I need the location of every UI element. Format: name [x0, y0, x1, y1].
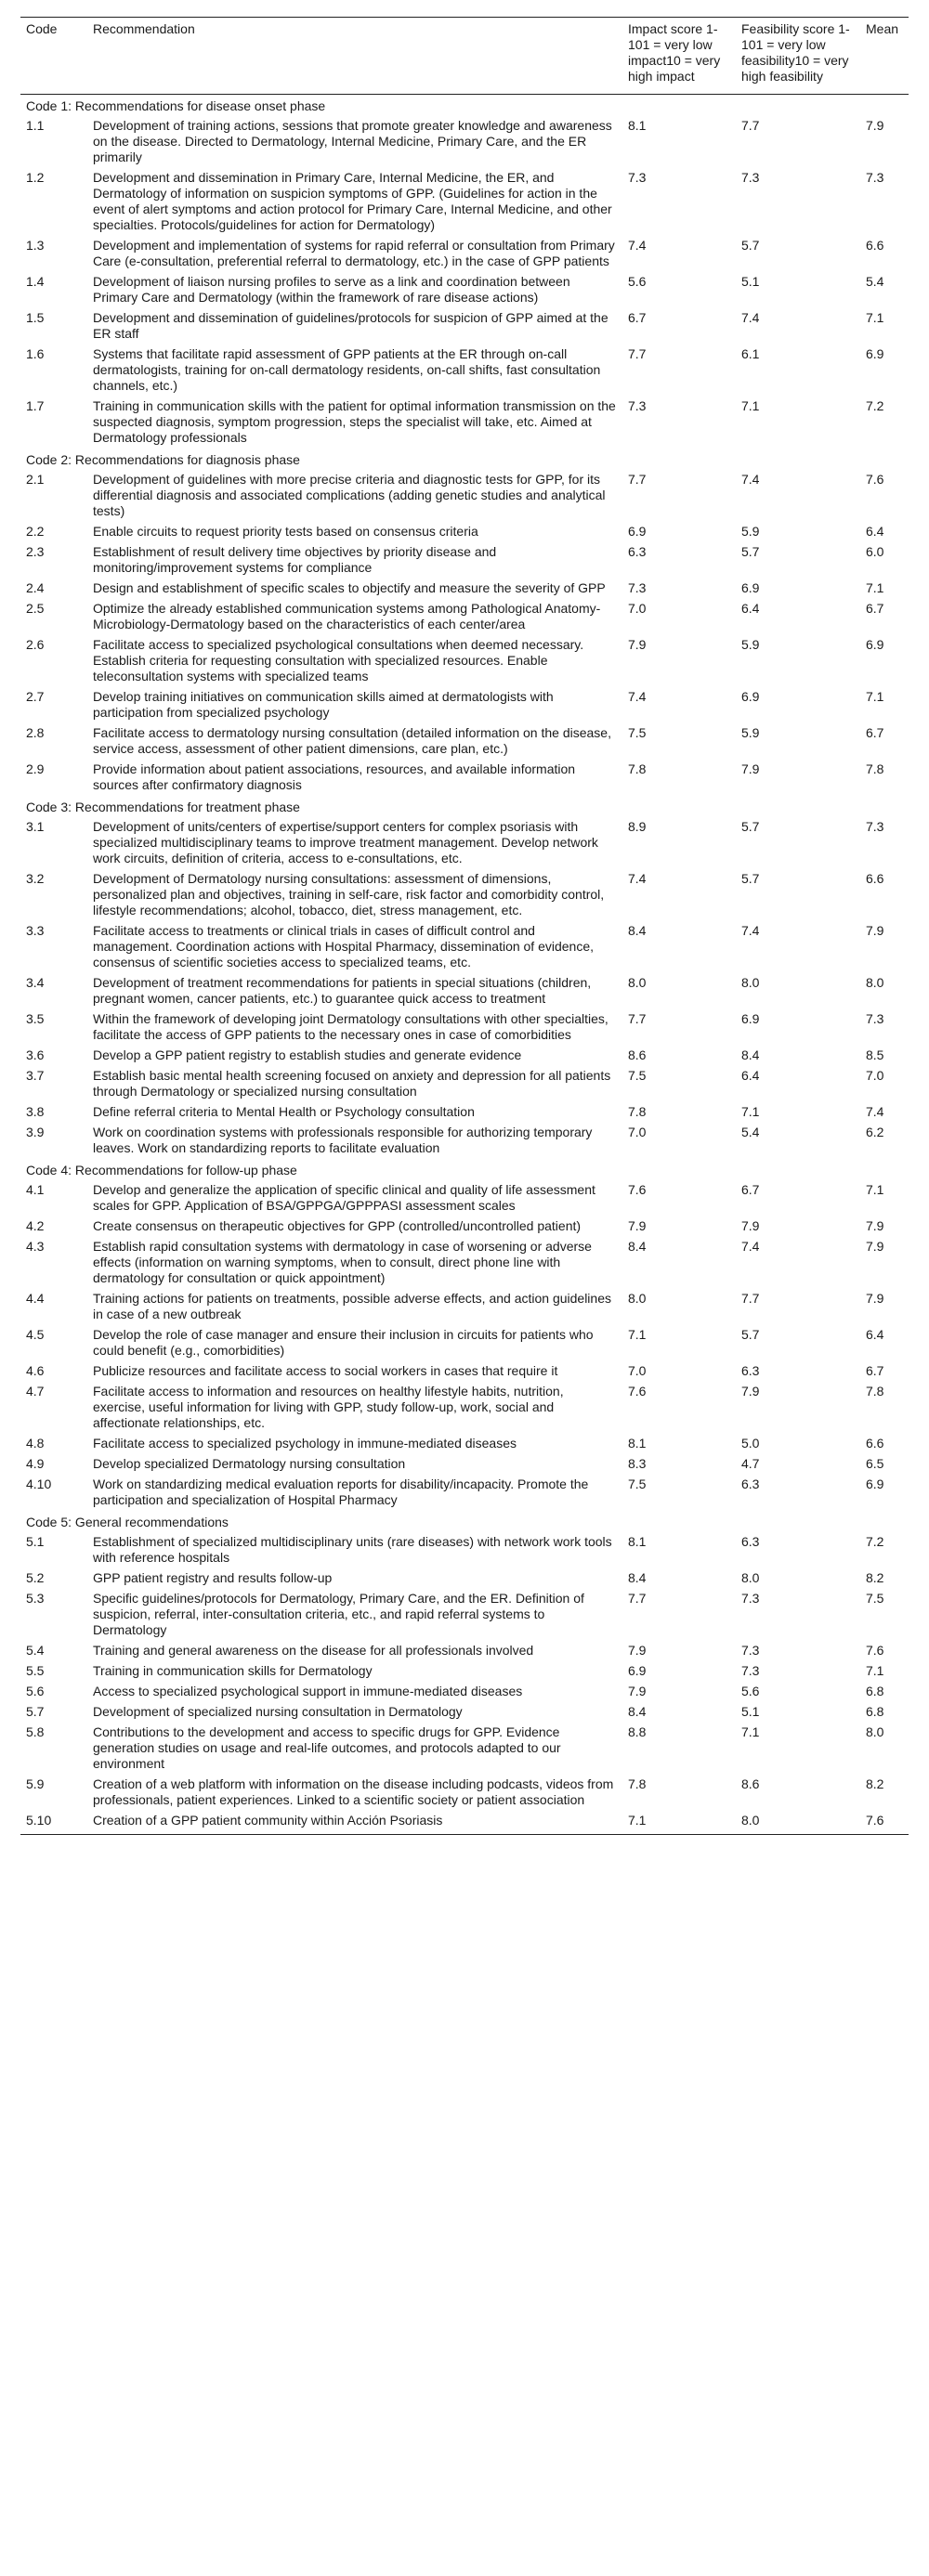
cell-impact: 7.8	[628, 761, 647, 776]
cell-recommendation: Develop and generalize the application of specific clinical and quality of life assessment scales for GPP. Application of BSA/GPPGA/GPPPASI assessment scales	[93, 1182, 595, 1213]
cell-feasibility: 7.4	[741, 1239, 760, 1254]
cell-recommendation: Development and dissemination in Primary Care, Internal Medicine, the ER, and Dermatology of information on suspicion symptoms of GPP. (Guidelines for action in the event of alert symptoms and action protocol for Primary Care, Internal Medicine, and other specialties. Protocols/guidelines for action for Dermatology)	[93, 170, 612, 232]
cell-mean: 8.0	[866, 975, 884, 990]
cell-recommendation: Publicize resources and facilitate access to social workers in cases that require it	[93, 1363, 558, 1378]
cell-impact: 8.6	[628, 1047, 647, 1062]
cell-impact: 7.4	[628, 689, 647, 704]
cell-feasibility: 6.7	[741, 1182, 760, 1197]
cell-impact: 7.9	[628, 637, 647, 652]
table-row	[20, 1723, 909, 1775]
cell-code: 2.1	[26, 472, 45, 487]
cell-impact: 7.3	[628, 398, 647, 413]
cell-impact: 6.9	[628, 1663, 647, 1678]
cell-impact: 7.8	[628, 1104, 647, 1119]
cell-impact: 8.1	[628, 118, 647, 133]
cell-recommendation: Development of units/centers of expertise/support centers for complex psoriasis with specialized multidisciplinary teams to improve treatment management. Develop network work circuits, definition of criteria, access to e-consultations, etc.	[93, 819, 598, 865]
cell-mean: 7.1	[866, 310, 884, 325]
cell-code: 4.2	[26, 1218, 45, 1233]
cell-mean: 8.5	[866, 1047, 884, 1062]
group-row	[20, 796, 909, 817]
cell-recommendation: Enable circuits to request priority tests based on consensus criteria	[93, 524, 478, 539]
cell-recommendation: Create consensus on therapeutic objectives for GPP (controlled/uncontrolled patient)	[93, 1218, 582, 1233]
cell-recommendation: Access to specialized psychological support in immune-mediated diseases	[93, 1684, 523, 1698]
cell-feasibility: 7.3	[741, 1663, 760, 1678]
table-row	[20, 1775, 909, 1811]
cell-feasibility: 7.1	[741, 1104, 760, 1119]
cell-feasibility: 7.3	[741, 1643, 760, 1658]
cell-mean: 8.0	[866, 1724, 884, 1739]
group-title: Code 2: Recommendations for diagnosis phase	[26, 452, 300, 467]
cell-recommendation: Establishment of specialized multidisciplinary units (rare diseases) with network work tools with reference hospitals	[93, 1534, 612, 1565]
cell-feasibility: 5.1	[741, 274, 760, 289]
cell-feasibility: 6.4	[741, 1068, 760, 1083]
cell-impact: 8.9	[628, 819, 647, 834]
cell-recommendation: Development of liaison nursing profiles to serve as a link and coordination between Primary Care and Dermatology (within the framework of rare disease actions)	[93, 274, 570, 305]
cell-impact: 8.3	[628, 1456, 647, 1471]
cell-impact: 7.9	[628, 1684, 647, 1698]
recommendations-table	[20, 17, 909, 1835]
cell-recommendation: Establish basic mental health screening focused on anxiety and depression for all patients through Dermatology or specialized nursing consultation	[93, 1068, 611, 1099]
cell-code: 1.2	[26, 170, 45, 185]
cell-code: 5.10	[20, 1811, 87, 1835]
header-recommendation: Recommendation	[87, 18, 622, 95]
cell-impact: 7.9	[628, 1643, 647, 1658]
cell-mean: 7.9	[866, 1239, 884, 1254]
table-row	[20, 1289, 909, 1325]
cell-impact: 7.1	[628, 1327, 647, 1342]
cell-mean: 6.4	[866, 1327, 884, 1342]
cell-feasibility: 7.4	[741, 472, 760, 487]
cell-recommendation: Development and implementation of systems for rapid referral or consultation from Primary Care (e-consultation, preferential referral to dermatology, etc.) in the case of GPP patients	[93, 238, 615, 268]
cell-feasibility: 5.9	[741, 725, 760, 740]
cell-impact: 6.3	[628, 544, 647, 559]
cell-code: 3.1	[26, 819, 45, 834]
cell-code: 5.6	[26, 1684, 45, 1698]
cell-mean: 6.2	[866, 1125, 884, 1139]
cell-recommendation: Contributions to the development and access to specific drugs for GPP. Evidence generation studies on usage and real-life outcomes, and protocols adapted to our environment	[93, 1724, 561, 1771]
cell-code: 4.10	[26, 1477, 52, 1491]
table-row	[20, 1475, 909, 1511]
cell-recommendation: Optimize the already established communication systems among Pathological Anatomy-Microbiology-Dermatology based on the characteristics of each center/area	[93, 601, 601, 631]
cell-code: 2.9	[26, 761, 45, 776]
table-row	[20, 599, 909, 635]
cell-code: 2.5	[26, 601, 45, 616]
cell-impact: 7.6	[628, 1182, 647, 1197]
cell-impact: 7.0	[628, 1125, 647, 1139]
cell-code: 2.4	[26, 580, 45, 595]
cell-feasibility: 7.9	[741, 1218, 760, 1233]
table-row	[20, 1568, 909, 1589]
cell-code: 3.2	[26, 871, 45, 886]
cell-recommendation: Facilitate access to information and resources on healthy lifestyle habits, nutrition, exercise, useful information for living with GPP, study follow-up, work, social and affectionate relationships, etc.	[93, 1384, 564, 1430]
cell-impact: 8.4	[628, 923, 647, 938]
cell-code: 4.5	[26, 1327, 45, 1342]
cell-code: 5.1	[26, 1534, 45, 1549]
table-row	[20, 760, 909, 796]
cell-mean: 7.5	[866, 1591, 884, 1606]
cell-impact: 7.5	[628, 1068, 647, 1083]
cell-feasibility: 7.9	[741, 1384, 760, 1399]
cell-mean: 6.4	[866, 524, 884, 539]
cell-recommendation: Provide information about patient associations, resources, and available information sources after confirmatory diagnosis	[93, 761, 576, 792]
cell-recommendation: Define referral criteria to Mental Health or Psychology consultation	[93, 1104, 475, 1119]
table-row	[20, 272, 909, 308]
cell-recommendation: Systems that facilitate rapid assessment of GPP patients at the ER through on-call dermatologists, training for on-call dermatology residents, on-call shifts, fast consultation channels, etc.)	[93, 346, 601, 393]
table-row	[20, 687, 909, 723]
cell-code: 3.8	[26, 1104, 45, 1119]
cell-code: 1.7	[26, 398, 45, 413]
cell-feasibility: 8.4	[741, 1047, 760, 1062]
cell-feasibility: 5.6	[741, 1684, 760, 1698]
cell-impact: 7.3	[628, 580, 647, 595]
cell-mean: 7.1	[866, 1663, 884, 1678]
cell-mean: 7.1	[866, 580, 884, 595]
table-row	[20, 1180, 909, 1216]
cell-mean: 7.9	[866, 923, 884, 938]
cell-recommendation: Development of specialized nursing consultation in Dermatology	[93, 1704, 463, 1719]
cell-impact: 8.1	[628, 1436, 647, 1451]
table-row	[20, 397, 909, 449]
cell-code: 5.2	[26, 1570, 45, 1585]
cell-code: 3.6	[26, 1047, 45, 1062]
cell-impact: 8.0	[628, 975, 647, 990]
table-row	[20, 1641, 909, 1661]
cell-mean: 6.7	[866, 725, 884, 740]
group-row	[20, 1511, 909, 1532]
cell-code: 5.7	[26, 1704, 45, 1719]
cell-recommendation: Creation of a web platform with information on the disease including podcasts, videos from professionals, patient experiences. Linked to a scientific society or patient association	[93, 1776, 614, 1807]
table-row	[20, 116, 909, 168]
cell-code: 4.7	[26, 1384, 45, 1399]
group-row	[20, 1159, 909, 1180]
cell-impact: 6.9	[628, 524, 647, 539]
cell-recommendation: Develop the role of case manager and ensure their inclusion in circuits for patients who could benefit (e.g., comorbidities)	[93, 1327, 594, 1358]
cell-recommendation: Development of Dermatology nursing consultations: assessment of dimensions, personalized plan and objectives, training in self-care, risk factor and comorbidity control, lifestyle recommendations; alcohol, tobacco, diet, stress management, etc.	[93, 871, 605, 917]
cell-feasibility: 5.7	[741, 871, 760, 886]
cell-impact: 6.7	[628, 310, 647, 325]
table-row	[20, 1325, 909, 1361]
cell-mean: 7.3	[866, 819, 884, 834]
cell-mean: 7.3	[866, 1011, 884, 1026]
cell-recommendation: Development of training actions, sessions that promote greater knowledge and awareness on the disease. Directed to Dermatology, Internal Medicine, Primary Care, and the ER primarily	[93, 118, 612, 164]
cell-recommendation: Training and general awareness on the disease for all professionals involved	[93, 1643, 534, 1658]
cell-code: 3.4	[26, 975, 45, 990]
cell-feasibility: 6.9	[741, 580, 760, 595]
cell-feasibility: 5.0	[741, 1436, 760, 1451]
table-body	[20, 95, 909, 1835]
cell-mean: 6.0	[866, 544, 884, 559]
cell-feasibility: 6.1	[741, 346, 760, 361]
cell-impact: 7.0	[628, 601, 647, 616]
cell-mean: 6.9	[866, 1477, 884, 1491]
cell-feasibility: 5.4	[741, 1125, 760, 1139]
cell-code: 4.6	[26, 1363, 45, 1378]
cell-impact: 7.4	[628, 238, 647, 253]
cell-feasibility: 6.3	[741, 1363, 760, 1378]
cell-feasibility: 5.7	[741, 1327, 760, 1342]
cell-recommendation: Work on standardizing medical evaluation reports for disability/incapacity. Promote the participation and specialization of Hospital Pharmacy	[93, 1477, 589, 1507]
cell-recommendation: Work on coordination systems with professionals responsible for authorizing temporary leaves. Work on standardizing reports to facilitate evaluation	[93, 1125, 593, 1155]
group-title: Code 5: General recommendations	[26, 1515, 229, 1529]
cell-code: 5.5	[26, 1663, 45, 1678]
cell-recommendation: Training actions for patients on treatments, possible adverse effects, and action guidelines in case of a new outbreak	[93, 1291, 611, 1321]
cell-impact: 8.4	[628, 1239, 647, 1254]
cell-impact: 7.7	[628, 472, 647, 487]
cell-impact: 7.6	[628, 1384, 647, 1399]
cell-mean: 7.6	[860, 1811, 909, 1835]
header-row	[20, 18, 909, 95]
cell-code: 3.3	[26, 923, 45, 938]
cell-feasibility: 5.7	[741, 544, 760, 559]
cell-impact: 7.7	[628, 1591, 647, 1606]
cell-impact: 8.1	[628, 1534, 647, 1549]
table-row	[20, 1046, 909, 1066]
cell-feasibility: 5.1	[741, 1704, 760, 1719]
table-row	[20, 1661, 909, 1682]
cell-mean: 7.6	[866, 472, 884, 487]
cell-code: 1.1	[26, 118, 45, 133]
cell-mean: 8.2	[866, 1570, 884, 1585]
cell-code: 5.3	[26, 1591, 45, 1606]
table-row	[20, 1216, 909, 1237]
cell-feasibility: 7.1	[741, 1724, 760, 1739]
table-row	[20, 542, 909, 579]
cell-feasibility: 4.7	[741, 1456, 760, 1471]
cell-mean: 7.8	[866, 761, 884, 776]
header-mean: Mean	[860, 18, 909, 95]
cell-code: 4.4	[26, 1291, 45, 1306]
cell-recommendation: Training in communication skills with the patient for optimal information transmission on the suspected diagnosis, symptom progression, steps the specialist will take, etc. Aimed at Dermatology professionals	[93, 398, 616, 445]
group-row	[20, 95, 909, 117]
cell-mean: 7.4	[866, 1104, 884, 1119]
table-row	[20, 1454, 909, 1475]
cell-mean: 6.9	[866, 637, 884, 652]
cell-mean: 6.7	[866, 601, 884, 616]
cell-recommendation: Creation of a GPP patient community within Acción Psoriasis	[87, 1811, 622, 1835]
cell-code: 5.9	[26, 1776, 45, 1791]
cell-mean: 6.5	[866, 1456, 884, 1471]
cell-mean: 6.8	[866, 1684, 884, 1698]
table-row	[20, 522, 909, 542]
table-row	[20, 1811, 909, 1835]
cell-recommendation: Develop training initiatives on communication skills aimed at dermatologists with participation from specialized psychology	[93, 689, 554, 720]
group-title: Code 3: Recommendations for treatment phase	[26, 800, 300, 814]
cell-code: 2.7	[26, 689, 45, 704]
cell-feasibility: 6.9	[741, 689, 760, 704]
cell-impact: 7.5	[628, 1477, 647, 1491]
cell-impact: 7.5	[628, 725, 647, 740]
cell-recommendation: GPP patient registry and results follow-up	[93, 1570, 333, 1585]
table-row	[20, 1682, 909, 1702]
cell-code: 4.1	[26, 1182, 45, 1197]
header-impact: Impact score 1-101 = very low impact10 = very high impact	[622, 18, 736, 95]
table-row	[20, 470, 909, 522]
cell-feasibility: 7.3	[741, 1591, 760, 1606]
cell-mean: 6.6	[866, 871, 884, 886]
cell-impact: 8.4	[628, 1570, 647, 1585]
cell-mean: 7.9	[866, 1291, 884, 1306]
cell-code: 4.9	[26, 1456, 45, 1471]
cell-recommendation: Development and dissemination of guidelines/protocols for suspicion of GPP aimed at the ER staff	[93, 310, 608, 341]
cell-feasibility: 7.4	[741, 310, 760, 325]
cell-feasibility: 7.1	[741, 398, 760, 413]
cell-feasibility: 8.0	[736, 1811, 860, 1835]
cell-mean: 7.6	[866, 1643, 884, 1658]
cell-feasibility: 6.3	[741, 1534, 760, 1549]
cell-feasibility: 7.7	[741, 1291, 760, 1306]
cell-impact: 7.1	[622, 1811, 736, 1835]
table-row	[20, 236, 909, 272]
cell-mean: 7.1	[866, 1182, 884, 1197]
cell-recommendation: Development of treatment recommendations for patients in special situations (children, pregnant women, cancer patients, etc.) to guarantee quick access to treatment	[93, 975, 592, 1006]
cell-recommendation: Development of guidelines with more precise criteria and diagnostic tests for GPP, for its differential diagnosis and associated complications (adding genetic studies and analytical tests)	[93, 472, 606, 518]
cell-recommendation: Develop a GPP patient registry to establish studies and generate evidence	[93, 1047, 522, 1062]
table-row	[20, 345, 909, 397]
cell-code: 1.3	[26, 238, 45, 253]
cell-mean: 7.8	[866, 1384, 884, 1399]
cell-mean: 6.6	[866, 238, 884, 253]
table-row	[20, 921, 909, 973]
cell-code: 1.5	[26, 310, 45, 325]
cell-recommendation: Within the framework of developing joint Dermatology consultations with other specialties, facilitate the access of GPP patients to the necessary ones in case of comorbidities	[93, 1011, 608, 1042]
cell-recommendation: Training in communication skills for Dermatology	[93, 1663, 373, 1678]
cell-impact: 7.8	[628, 1776, 647, 1791]
cell-impact: 7.3	[628, 170, 647, 185]
cell-code: 1.4	[26, 274, 45, 289]
table-row	[20, 1702, 909, 1723]
cell-code: 4.3	[26, 1239, 45, 1254]
cell-recommendation: Establish rapid consultation systems with dermatology in case of worsening or adverse effects (information on warning symptoms, when to consult, direct phone line with dermatology for consultation or quick appointment)	[93, 1239, 592, 1285]
cell-mean: 7.9	[866, 118, 884, 133]
cell-feasibility: 6.3	[741, 1477, 760, 1491]
cell-mean: 6.9	[866, 346, 884, 361]
table-row	[20, 1237, 909, 1289]
cell-mean: 7.2	[866, 398, 884, 413]
cell-mean: 6.7	[866, 1363, 884, 1378]
cell-impact: 7.7	[628, 346, 647, 361]
cell-recommendation: Facilitate access to specialized psychological consultations when deemed necessary. Establish criteria for requesting consultation with specialized resources. Enable teleconsultation systems with specialized teams	[93, 637, 584, 683]
cell-recommendation: Facilitate access to specialized psychology in immune-mediated diseases	[93, 1436, 517, 1451]
group-title: Code 4: Recommendations for follow-up phase	[26, 1163, 297, 1177]
cell-recommendation: Specific guidelines/protocols for Dermatology, Primary Care, and the ER. Definition of suspicion, referral, inter-consultation criteria, etc., and rapid referral systems to Dermatology	[93, 1591, 584, 1637]
cell-mean: 7.1	[866, 689, 884, 704]
table-row	[20, 1102, 909, 1123]
cell-mean: 8.2	[866, 1776, 884, 1791]
header-code: Code	[20, 18, 87, 95]
table-row	[20, 1361, 909, 1382]
cell-code: 1.6	[26, 346, 45, 361]
cell-feasibility: 7.4	[741, 923, 760, 938]
table-row	[20, 579, 909, 599]
cell-impact: 7.7	[628, 1011, 647, 1026]
table-row	[20, 168, 909, 236]
cell-feasibility: 6.4	[741, 601, 760, 616]
cell-code: 5.8	[26, 1724, 45, 1739]
table-row	[20, 1382, 909, 1434]
cell-impact: 7.9	[628, 1218, 647, 1233]
table-row	[20, 1589, 909, 1641]
cell-feasibility: 8.6	[741, 1776, 760, 1791]
cell-feasibility: 7.3	[741, 170, 760, 185]
cell-code: 3.9	[26, 1125, 45, 1139]
table-row	[20, 1009, 909, 1046]
cell-feasibility: 5.9	[741, 524, 760, 539]
group-title: Code 1: Recommendations for disease onset phase	[26, 98, 326, 113]
table-row	[20, 308, 909, 345]
cell-feasibility: 8.0	[741, 1570, 760, 1585]
cell-mean: 6.6	[866, 1436, 884, 1451]
cell-feasibility: 5.7	[741, 819, 760, 834]
cell-feasibility: 5.7	[741, 238, 760, 253]
cell-impact: 8.4	[628, 1704, 647, 1719]
table-row	[20, 1434, 909, 1454]
cell-feasibility: 6.9	[741, 1011, 760, 1026]
cell-recommendation: Facilitate access to treatments or clinical trials in cases of difficult control and management. Coordination actions with Hospital Pharmacy, dissemination of evidence, consensus of scientific societies access to specialized teams, etc.	[93, 923, 595, 969]
cell-code: 2.6	[26, 637, 45, 652]
cell-impact: 5.6	[628, 274, 647, 289]
cell-feasibility: 8.0	[741, 975, 760, 990]
table-row	[20, 1532, 909, 1568]
table-row	[20, 817, 909, 869]
cell-mean: 5.4	[866, 274, 884, 289]
table-row	[20, 1123, 909, 1159]
cell-code: 3.5	[26, 1011, 45, 1026]
cell-impact: 8.8	[628, 1724, 647, 1739]
cell-code: 4.8	[26, 1436, 45, 1451]
cell-mean: 7.2	[866, 1534, 884, 1549]
cell-mean: 7.9	[866, 1218, 884, 1233]
cell-code: 2.3	[26, 544, 45, 559]
cell-feasibility: 7.9	[741, 761, 760, 776]
cell-code: 5.4	[26, 1643, 45, 1658]
cell-mean: 6.8	[866, 1704, 884, 1719]
cell-feasibility: 5.9	[741, 637, 760, 652]
cell-recommendation: Develop specialized Dermatology nursing consultation	[93, 1456, 406, 1471]
cell-recommendation: Facilitate access to dermatology nursing consultation (detailed information on the disease, service access, assessment of other patient dimensions, care plan, etc.)	[93, 725, 611, 756]
cell-code: 3.7	[26, 1068, 45, 1083]
cell-mean: 7.3	[866, 170, 884, 185]
table-row	[20, 1066, 909, 1102]
cell-recommendation: Establishment of result delivery time objectives by priority disease and monitoring/improvement systems for compliance	[93, 544, 497, 575]
cell-impact: 7.0	[628, 1363, 647, 1378]
table-row	[20, 869, 909, 921]
table-row	[20, 723, 909, 760]
cell-mean: 7.0	[866, 1068, 884, 1083]
cell-impact: 8.0	[628, 1291, 647, 1306]
cell-feasibility: 7.7	[741, 118, 760, 133]
cell-recommendation: Design and establishment of specific scales to objectify and measure the severity of GPP	[93, 580, 606, 595]
cell-code: 2.8	[26, 725, 45, 740]
header-feasibility: Feasibility score 1-101 = very low feasibility10 = very high feasibility	[736, 18, 860, 95]
group-row	[20, 449, 909, 470]
table-row	[20, 973, 909, 1009]
table-row	[20, 635, 909, 687]
cell-code: 2.2	[26, 524, 45, 539]
cell-impact: 7.4	[628, 871, 647, 886]
